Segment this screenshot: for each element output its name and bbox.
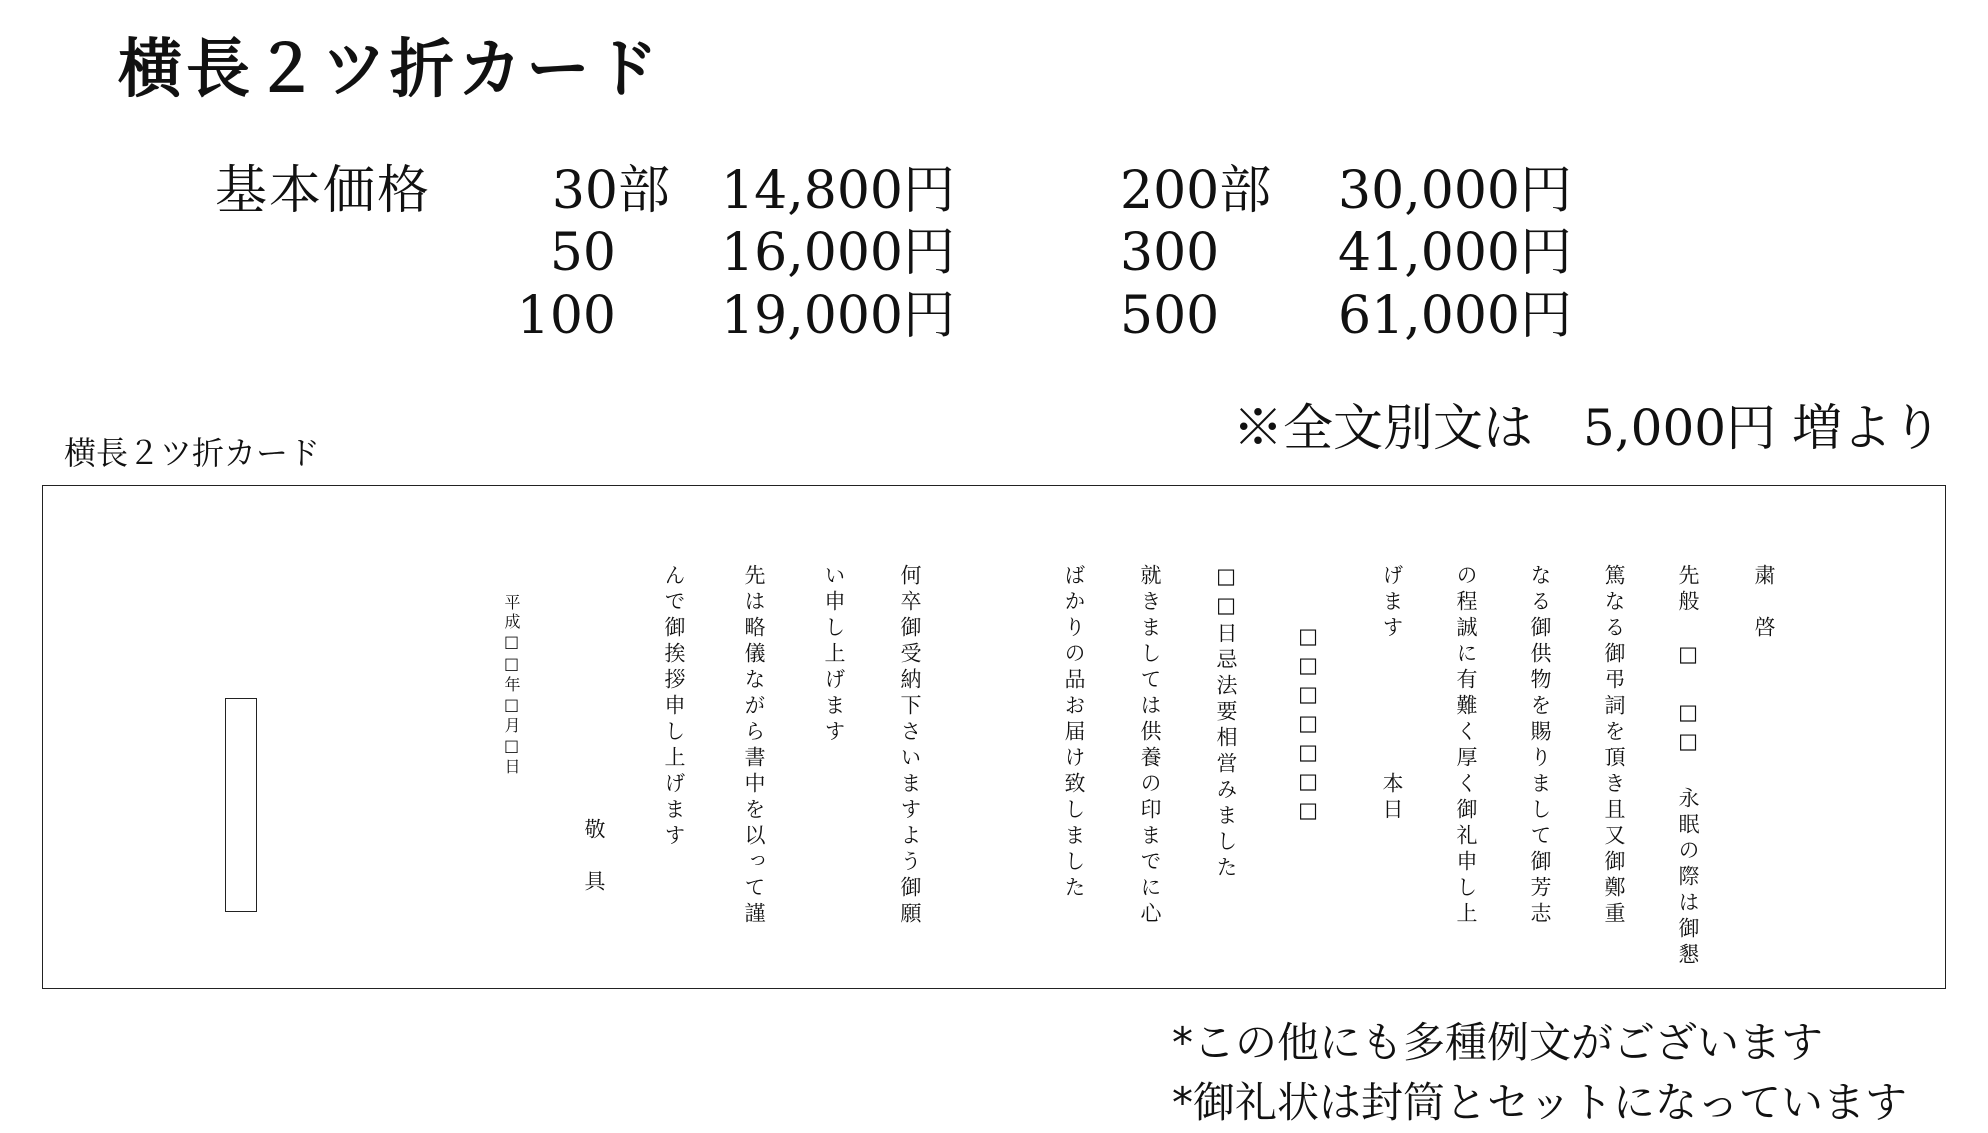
- card-text-column: 就きましては供養の印までに心: [1138, 564, 1162, 928]
- footer-note: *この他にも多種例文がございます: [1172, 1018, 1824, 1067]
- card-text-column: □□日忌法要相営みました: [1214, 564, 1238, 882]
- card-text-column: んで御挨拶申し上げます: [662, 564, 686, 850]
- card-text-column: 篤なる御弔詞を頂き且又御鄭重: [1602, 564, 1626, 928]
- card-date: 平成□□年□月□日: [502, 594, 521, 777]
- pricing-qty: 100: [516, 286, 616, 346]
- card-text-column: 先般 □ □□ 永眠の際は御懇: [1676, 564, 1700, 969]
- card-text-column: 粛 啓: [1752, 564, 1776, 642]
- pricing-price: 19,000円: [721, 286, 955, 346]
- pricing-price: 16,000円: [721, 223, 955, 283]
- pricing-table: [0, 0, 1988, 360]
- card-label: 横長２ツ折カード: [64, 434, 321, 472]
- pricing-price: 41,000円: [1338, 223, 1572, 283]
- card-text-column: 先は略儀ながら書中を以って謹: [742, 564, 766, 928]
- card-text-column: なる御供物を賜りまして御芳志: [1528, 564, 1552, 928]
- footer-note: *御礼状は封筒とセットになっています: [1172, 1078, 1908, 1127]
- extra-charge-note: ※全文別文は 5,000円 増より: [1232, 399, 1942, 457]
- card-text-column: 何卒御受納下さいますよう御願: [898, 564, 922, 928]
- card-text-column: □□□□□□□: [1296, 624, 1320, 827]
- page-title: 横長２ツ折カード: [118, 33, 662, 107]
- sender-name-box: [225, 698, 257, 912]
- pricing-qty: 50: [549, 223, 616, 283]
- pricing-price: 14,800円: [721, 161, 955, 221]
- pricing-qty: 200部: [1120, 161, 1272, 221]
- pricing-price: 61,000円: [1338, 286, 1572, 346]
- card-text-column: い申し上げます: [822, 564, 846, 746]
- pricing-price: 30,000円: [1338, 161, 1572, 221]
- card-preview: [42, 485, 1946, 989]
- pricing-label: 基本価格: [215, 161, 432, 221]
- card-text-column: げます 本日: [1380, 564, 1404, 824]
- card-text-column: の程誠に有難く厚く御礼申し上: [1454, 564, 1478, 928]
- pricing-qty: 300: [1120, 223, 1220, 283]
- pricing-qty: 30部: [551, 161, 670, 221]
- card-text-column: ばかりの品お届け致しました: [1062, 564, 1086, 902]
- card-closing: 敬 具: [582, 818, 606, 896]
- pricing-qty: 500: [1120, 286, 1220, 346]
